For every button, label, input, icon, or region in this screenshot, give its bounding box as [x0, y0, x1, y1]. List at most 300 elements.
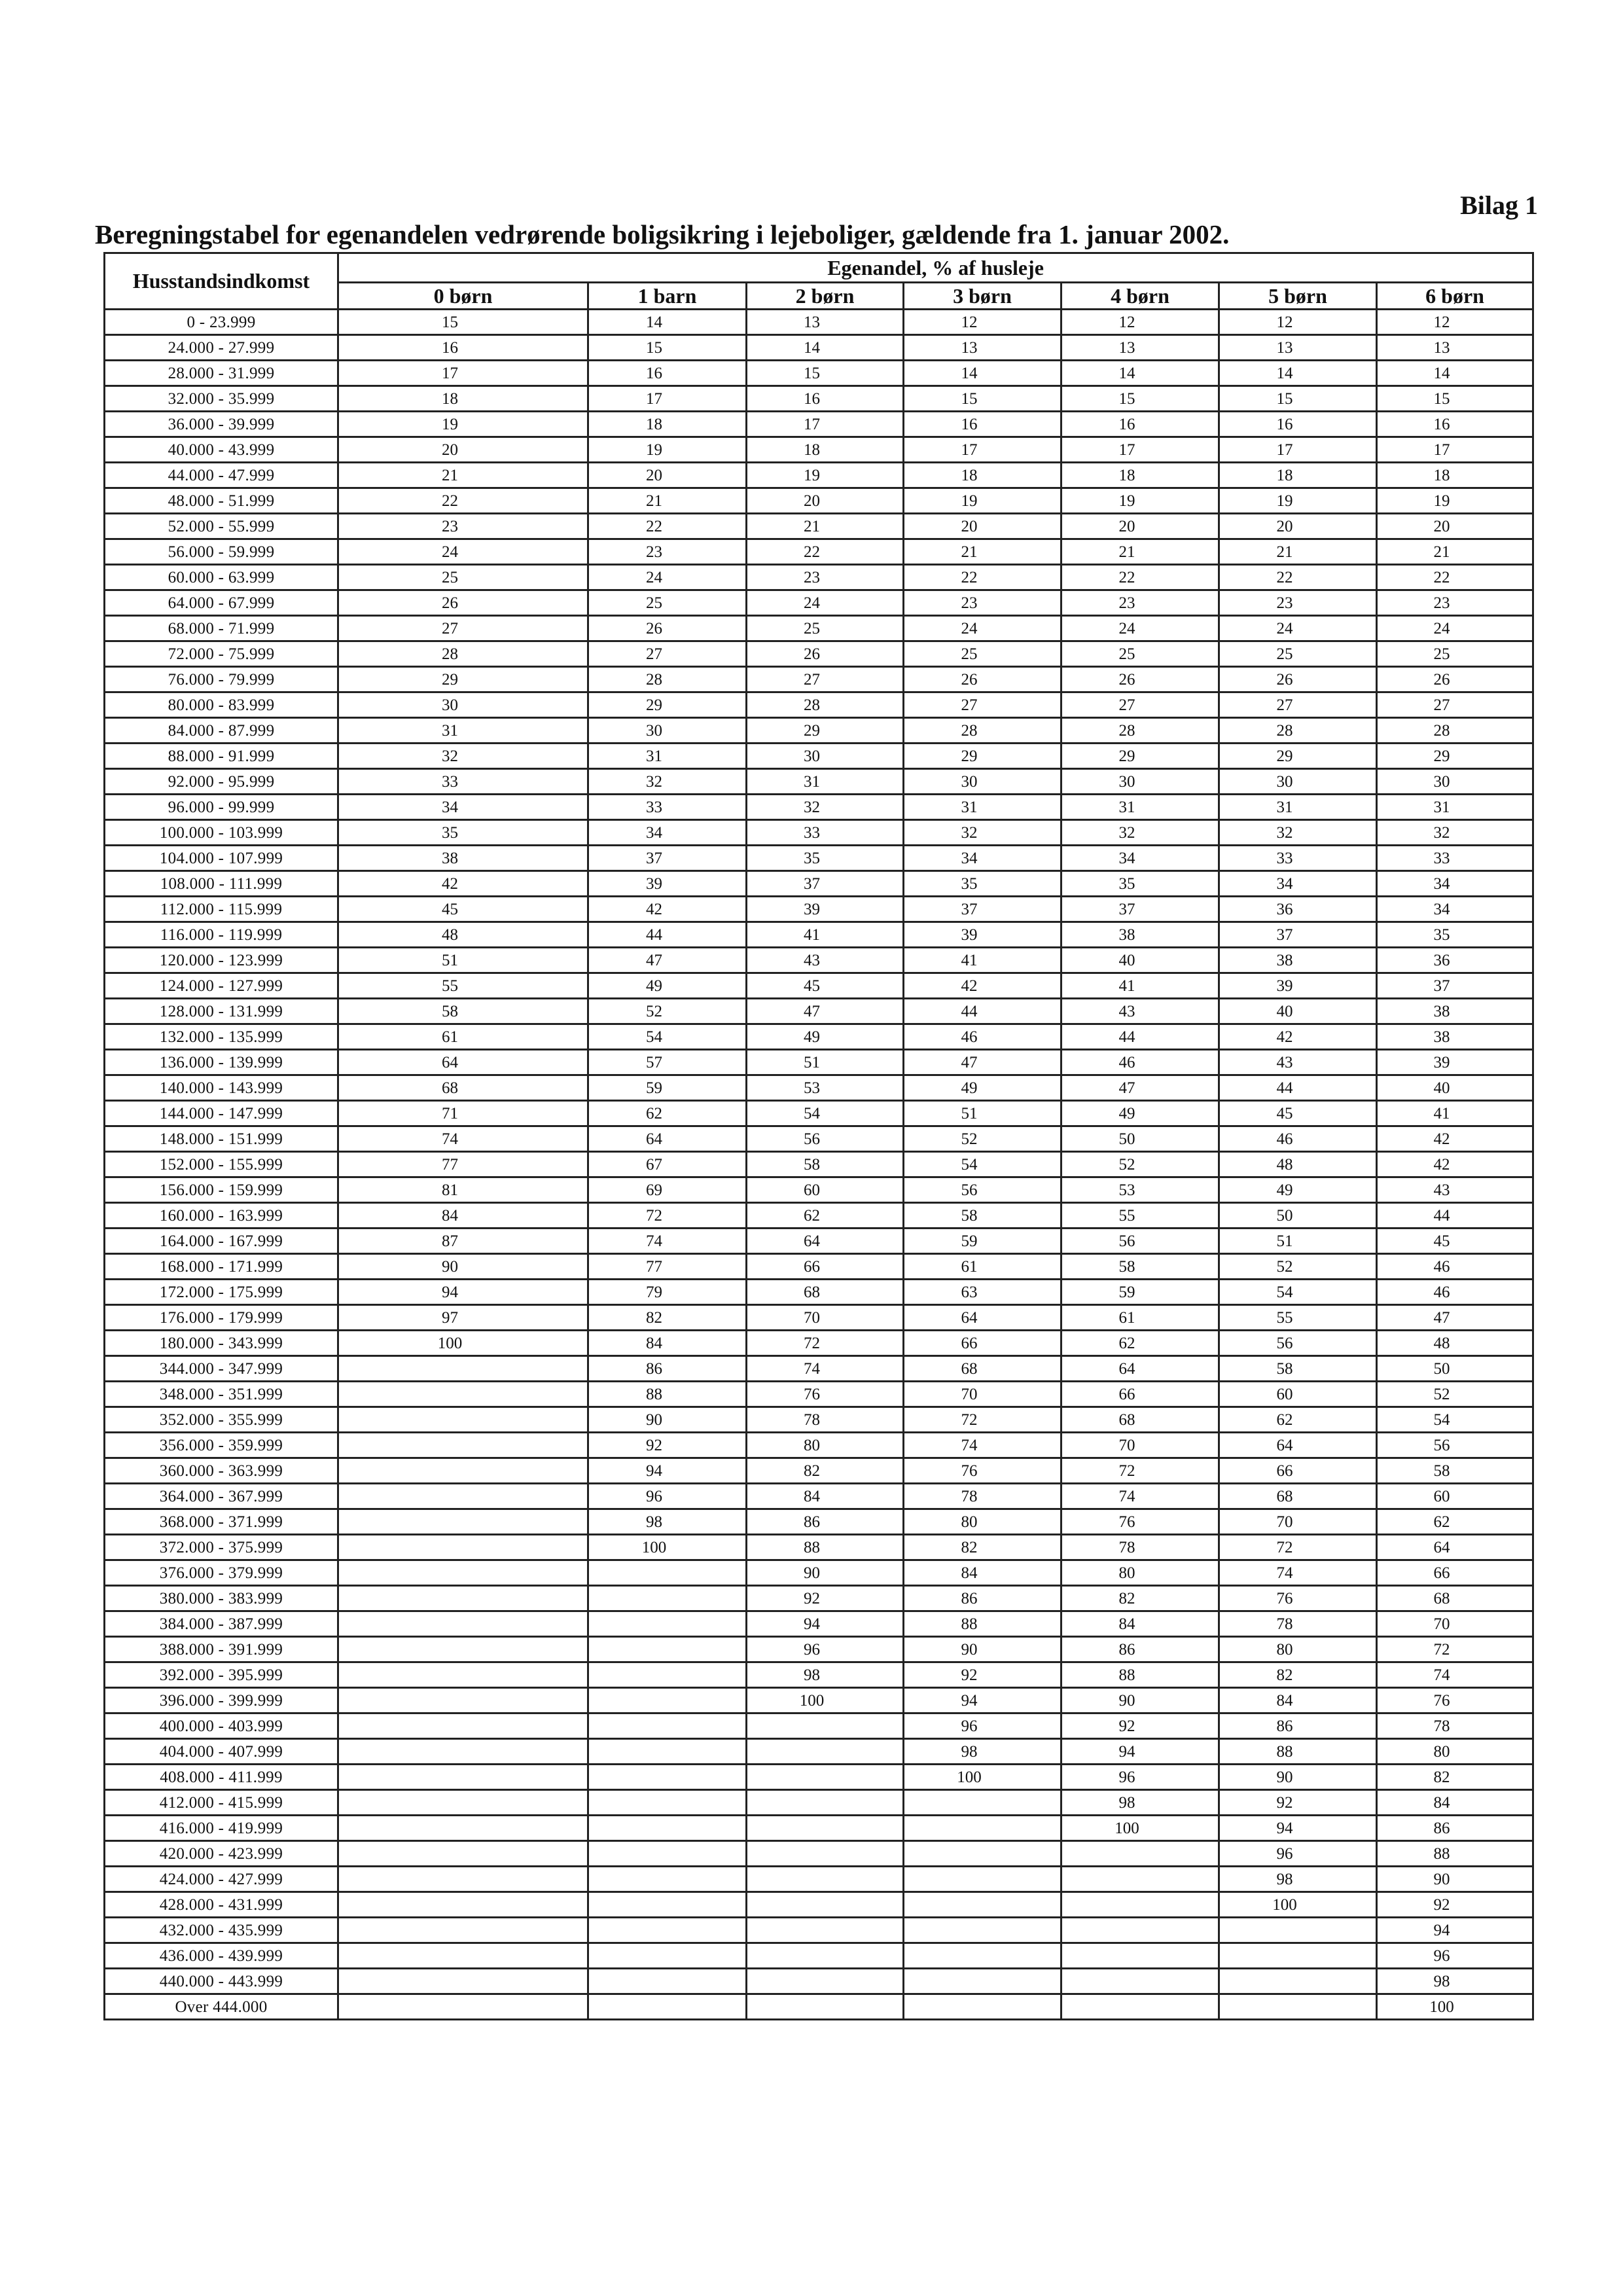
value-cell: 84	[588, 1331, 747, 1356]
value-cell: 47	[747, 999, 904, 1024]
value-cell: 45	[1377, 1229, 1533, 1254]
table-row	[105, 514, 1533, 539]
value-cell	[338, 1662, 588, 1688]
value-cell: 30	[1219, 769, 1377, 795]
value-cell: 20	[588, 463, 747, 488]
value-cell	[338, 1509, 588, 1535]
value-cell	[588, 1560, 747, 1586]
value-cell: 23	[1061, 590, 1219, 616]
value-cell: 19	[588, 437, 747, 463]
value-cell: 17	[904, 437, 1061, 463]
value-cell: 52	[904, 1126, 1061, 1152]
value-cell: 88	[904, 1611, 1061, 1637]
table-row	[105, 1816, 1533, 1841]
value-cell: 72	[1061, 1458, 1219, 1484]
value-cell	[1219, 1969, 1377, 1994]
value-cell: 20	[904, 514, 1061, 539]
value-cell: 97	[338, 1305, 588, 1331]
income-column-header: Husstandsindkomst	[105, 253, 338, 310]
income-cell: 380.000 - 383.999	[105, 1586, 338, 1611]
value-cell	[588, 1816, 747, 1841]
value-cell: 77	[338, 1152, 588, 1177]
value-cell: 74	[338, 1126, 588, 1152]
value-cell: 62	[747, 1203, 904, 1229]
value-cell: 60	[1219, 1382, 1377, 1407]
value-cell: 69	[588, 1177, 747, 1203]
table-row	[105, 1969, 1533, 1994]
value-cell: 76	[1377, 1688, 1533, 1713]
value-cell: 82	[1219, 1662, 1377, 1688]
value-cell: 44	[588, 922, 747, 948]
value-cell: 23	[1219, 590, 1377, 616]
value-cell: 25	[904, 641, 1061, 667]
income-cell: 412.000 - 415.999	[105, 1790, 338, 1816]
value-cell: 51	[747, 1050, 904, 1075]
value-cell: 24	[338, 539, 588, 565]
table-row	[105, 1433, 1533, 1458]
value-cell: 14	[747, 335, 904, 361]
value-cell: 48	[1219, 1152, 1377, 1177]
value-cell: 74	[1219, 1560, 1377, 1586]
value-cell: 64	[1219, 1433, 1377, 1458]
value-cell: 84	[338, 1203, 588, 1229]
table-row	[105, 1024, 1533, 1050]
value-cell: 59	[904, 1229, 1061, 1254]
table-row	[105, 1101, 1533, 1126]
value-cell: 19	[1219, 488, 1377, 514]
value-cell: 26	[747, 641, 904, 667]
value-cell: 20	[1219, 514, 1377, 539]
value-cell: 76	[904, 1458, 1061, 1484]
value-cell: 18	[1219, 463, 1377, 488]
value-cell: 67	[588, 1152, 747, 1177]
value-cell: 47	[904, 1050, 1061, 1075]
value-cell: 19	[747, 463, 904, 488]
value-cell	[338, 1637, 588, 1662]
value-cell: 43	[1061, 999, 1219, 1024]
income-cell: 112.000 - 115.999	[105, 897, 338, 922]
value-cell: 46	[1219, 1126, 1377, 1152]
value-cell: 68	[904, 1356, 1061, 1382]
value-cell: 45	[1219, 1101, 1377, 1126]
value-cell: 13	[904, 335, 1061, 361]
value-cell: 92	[747, 1586, 904, 1611]
table-row	[105, 1611, 1533, 1637]
table-row	[105, 999, 1533, 1024]
value-cell: 52	[1377, 1382, 1533, 1407]
value-cell: 16	[338, 335, 588, 361]
value-cell: 16	[747, 386, 904, 412]
value-cell: 39	[1377, 1050, 1533, 1075]
income-cell: 128.000 - 131.999	[105, 999, 338, 1024]
value-cell: 31	[1061, 795, 1219, 820]
table-row	[105, 744, 1533, 769]
value-cell: 64	[588, 1126, 747, 1152]
value-cell	[904, 1867, 1061, 1892]
value-cell: 24	[904, 616, 1061, 641]
value-cell: 80	[747, 1433, 904, 1458]
value-cell: 72	[1219, 1535, 1377, 1560]
income-cell: 96.000 - 99.999	[105, 795, 338, 820]
value-cell: 82	[1061, 1586, 1219, 1611]
table-row	[105, 1765, 1533, 1790]
income-cell: 120.000 - 123.999	[105, 948, 338, 973]
value-cell: 31	[588, 744, 747, 769]
value-cell: 94	[588, 1458, 747, 1484]
value-cell: 49	[747, 1024, 904, 1050]
value-cell: 54	[588, 1024, 747, 1050]
value-cell: 96	[1377, 1943, 1533, 1969]
value-cell: 44	[1219, 1075, 1377, 1101]
value-cell: 92	[904, 1662, 1061, 1688]
value-cell: 64	[904, 1305, 1061, 1331]
value-cell: 98	[747, 1662, 904, 1688]
value-cell: 56	[747, 1126, 904, 1152]
income-cell: 156.000 - 159.999	[105, 1177, 338, 1203]
value-cell: 50	[1219, 1203, 1377, 1229]
value-cell: 35	[1061, 871, 1219, 897]
value-cell: 28	[338, 641, 588, 667]
value-cell: 32	[338, 744, 588, 769]
value-cell: 14	[1377, 361, 1533, 386]
value-cell: 21	[904, 539, 1061, 565]
value-cell: 59	[1061, 1280, 1219, 1305]
value-cell: 18	[747, 437, 904, 463]
value-cell	[588, 1841, 747, 1867]
value-cell: 81	[338, 1177, 588, 1203]
value-cell	[588, 1943, 747, 1969]
value-cell: 58	[338, 999, 588, 1024]
income-cell: 64.000 - 67.999	[105, 590, 338, 616]
value-cell: 49	[588, 973, 747, 999]
value-cell	[588, 1867, 747, 1892]
value-cell	[747, 1892, 904, 1918]
value-cell: 86	[1061, 1637, 1219, 1662]
income-cell: 440.000 - 443.999	[105, 1969, 338, 1994]
value-cell: 61	[1061, 1305, 1219, 1331]
value-cell: 100	[338, 1331, 588, 1356]
value-cell: 70	[747, 1305, 904, 1331]
value-cell	[338, 1765, 588, 1790]
value-cell: 29	[904, 744, 1061, 769]
income-cell: 116.000 - 119.999	[105, 922, 338, 948]
value-cell: 52	[588, 999, 747, 1024]
value-cell: 36	[1377, 948, 1533, 973]
value-cell: 58	[1377, 1458, 1533, 1484]
value-cell: 94	[1219, 1816, 1377, 1841]
value-cell: 29	[1377, 744, 1533, 769]
value-cell: 37	[1377, 973, 1533, 999]
value-cell: 35	[338, 820, 588, 846]
value-cell: 50	[1061, 1126, 1219, 1152]
value-cell: 58	[1061, 1254, 1219, 1280]
value-cell: 15	[1219, 386, 1377, 412]
table-row	[105, 1713, 1533, 1739]
income-cell: 32.000 - 35.999	[105, 386, 338, 412]
value-cell: 56	[904, 1177, 1061, 1203]
value-cell: 58	[904, 1203, 1061, 1229]
value-cell	[588, 1765, 747, 1790]
value-cell: 66	[1061, 1382, 1219, 1407]
value-cell: 27	[1219, 692, 1377, 718]
value-cell: 31	[747, 769, 904, 795]
value-cell	[338, 1892, 588, 1918]
table-row	[105, 692, 1533, 718]
group-header: Egenandel, % af husleje	[338, 253, 1533, 283]
value-cell: 100	[588, 1535, 747, 1560]
table-row	[105, 463, 1533, 488]
value-cell: 80	[904, 1509, 1061, 1535]
value-cell: 96	[747, 1637, 904, 1662]
value-cell: 74	[747, 1356, 904, 1382]
value-cell	[588, 1586, 747, 1611]
value-cell: 44	[904, 999, 1061, 1024]
value-cell: 41	[747, 922, 904, 948]
value-cell: 68	[1377, 1586, 1533, 1611]
income-cell: 392.000 - 395.999	[105, 1662, 338, 1688]
table-row	[105, 1203, 1533, 1229]
value-cell: 64	[1377, 1535, 1533, 1560]
value-cell: 38	[1219, 948, 1377, 973]
value-cell	[588, 1739, 747, 1765]
value-cell	[588, 1918, 747, 1943]
table-row	[105, 1331, 1533, 1356]
value-cell: 61	[904, 1254, 1061, 1280]
value-cell: 43	[1219, 1050, 1377, 1075]
table-row	[105, 386, 1533, 412]
value-cell	[747, 1943, 904, 1969]
value-cell	[1061, 1994, 1219, 2020]
value-cell: 64	[1061, 1356, 1219, 1382]
value-cell: 68	[1061, 1407, 1219, 1433]
value-cell: 86	[904, 1586, 1061, 1611]
income-cell: 160.000 - 163.999	[105, 1203, 338, 1229]
value-cell: 30	[747, 744, 904, 769]
income-cell: 152.000 - 155.999	[105, 1152, 338, 1177]
value-cell: 74	[588, 1229, 747, 1254]
value-cell: 66	[1377, 1560, 1533, 1586]
value-cell: 90	[1219, 1765, 1377, 1790]
value-cell: 80	[1377, 1739, 1533, 1765]
value-cell: 68	[1219, 1484, 1377, 1509]
value-cell	[1061, 1892, 1219, 1918]
income-cell: 384.000 - 387.999	[105, 1611, 338, 1637]
table-row	[105, 590, 1533, 616]
value-cell: 24	[588, 565, 747, 590]
value-cell	[747, 1790, 904, 1816]
income-cell: 360.000 - 363.999	[105, 1458, 338, 1484]
table-row	[105, 1892, 1533, 1918]
value-cell: 22	[338, 488, 588, 514]
value-cell: 41	[1377, 1101, 1533, 1126]
table-row	[105, 641, 1533, 667]
value-cell: 90	[588, 1407, 747, 1433]
income-cell: 180.000 - 343.999	[105, 1331, 338, 1356]
table-row	[105, 1535, 1533, 1560]
page-label: Bilag 1	[1460, 190, 1538, 220]
value-cell: 70	[1219, 1509, 1377, 1535]
income-cell: 396.000 - 399.999	[105, 1688, 338, 1713]
value-cell: 84	[747, 1484, 904, 1509]
income-cell: 404.000 - 407.999	[105, 1739, 338, 1765]
value-cell: 59	[588, 1075, 747, 1101]
value-cell: 31	[338, 718, 588, 744]
value-cell: 42	[1377, 1126, 1533, 1152]
income-cell: 356.000 - 359.999	[105, 1433, 338, 1458]
value-cell: 31	[904, 795, 1061, 820]
value-cell: 16	[588, 361, 747, 386]
value-cell: 14	[1061, 361, 1219, 386]
value-cell: 38	[1061, 922, 1219, 948]
income-cell: 44.000 - 47.999	[105, 463, 338, 488]
value-cell	[338, 1586, 588, 1611]
value-cell: 16	[904, 412, 1061, 437]
value-cell: 20	[1377, 514, 1533, 539]
value-cell: 68	[747, 1280, 904, 1305]
table-row	[105, 488, 1533, 514]
value-cell: 74	[1061, 1484, 1219, 1509]
value-cell: 20	[338, 437, 588, 463]
value-cell: 94	[904, 1688, 1061, 1713]
value-cell: 12	[1061, 310, 1219, 335]
value-cell: 36	[1219, 897, 1377, 922]
income-cell: 48.000 - 51.999	[105, 488, 338, 514]
income-cell: 68.000 - 71.999	[105, 616, 338, 641]
value-cell: 25	[1377, 641, 1533, 667]
value-cell: 16	[1219, 412, 1377, 437]
value-cell	[588, 1994, 747, 2020]
value-cell: 23	[1377, 590, 1533, 616]
value-cell: 21	[747, 514, 904, 539]
value-cell: 98	[588, 1509, 747, 1535]
value-cell	[338, 1611, 588, 1637]
value-cell: 16	[1377, 412, 1533, 437]
value-cell: 98	[1061, 1790, 1219, 1816]
value-cell: 15	[747, 361, 904, 386]
value-cell: 30	[338, 692, 588, 718]
value-cell: 66	[1219, 1458, 1377, 1484]
value-cell	[747, 1739, 904, 1765]
value-cell: 42	[904, 973, 1061, 999]
value-cell: 32	[1377, 820, 1533, 846]
value-cell: 54	[904, 1152, 1061, 1177]
value-cell: 94	[747, 1611, 904, 1637]
column-header: 2 børn	[747, 283, 904, 310]
value-cell: 18	[1061, 463, 1219, 488]
rate-table	[103, 252, 1534, 2020]
table-row	[105, 1790, 1533, 1816]
value-cell: 27	[904, 692, 1061, 718]
value-cell: 34	[588, 820, 747, 846]
value-cell: 41	[904, 948, 1061, 973]
value-cell	[588, 1713, 747, 1739]
value-cell	[588, 1969, 747, 1994]
value-cell: 90	[904, 1637, 1061, 1662]
value-cell	[338, 1841, 588, 1867]
value-cell: 22	[747, 539, 904, 565]
value-cell: 62	[1219, 1407, 1377, 1433]
table-row	[105, 1943, 1533, 1969]
value-cell: 37	[1061, 897, 1219, 922]
value-cell: 74	[904, 1433, 1061, 1458]
value-cell: 13	[1219, 335, 1377, 361]
value-cell: 55	[1219, 1305, 1377, 1331]
income-cell: 124.000 - 127.999	[105, 973, 338, 999]
value-cell: 56	[1219, 1331, 1377, 1356]
value-cell: 46	[1377, 1254, 1533, 1280]
column-header: 1 barn	[588, 283, 747, 310]
value-cell: 13	[1061, 335, 1219, 361]
value-cell: 84	[1219, 1688, 1377, 1713]
income-cell: 408.000 - 411.999	[105, 1765, 338, 1790]
value-cell: 70	[1377, 1611, 1533, 1637]
value-cell: 86	[1219, 1713, 1377, 1739]
value-cell: 39	[904, 922, 1061, 948]
value-cell: 14	[1219, 361, 1377, 386]
page-title: Beregningstabel for egenandelen vedrørende boligsikring i lejeboliger, gældende fra 1. januar 2002.	[95, 219, 1230, 249]
value-cell: 86	[1377, 1816, 1533, 1841]
value-cell: 63	[904, 1280, 1061, 1305]
value-cell	[747, 1713, 904, 1739]
value-cell: 90	[1061, 1688, 1219, 1713]
value-cell: 86	[747, 1509, 904, 1535]
value-cell: 24	[747, 590, 904, 616]
value-cell: 98	[904, 1739, 1061, 1765]
value-cell: 96	[1219, 1841, 1377, 1867]
value-cell: 21	[1377, 539, 1533, 565]
value-cell: 33	[588, 795, 747, 820]
value-cell: 94	[338, 1280, 588, 1305]
value-cell: 18	[904, 463, 1061, 488]
income-cell: 376.000 - 379.999	[105, 1560, 338, 1586]
value-cell	[1061, 1969, 1219, 1994]
income-cell: 432.000 - 435.999	[105, 1918, 338, 1943]
income-cell: 108.000 - 111.999	[105, 871, 338, 897]
value-cell	[338, 1535, 588, 1560]
income-cell: 132.000 - 135.999	[105, 1024, 338, 1050]
value-cell	[338, 1943, 588, 1969]
income-cell: 140.000 - 143.999	[105, 1075, 338, 1101]
value-cell: 53	[1061, 1177, 1219, 1203]
value-cell: 46	[904, 1024, 1061, 1050]
table-row	[105, 1560, 1533, 1586]
value-cell: 27	[1377, 692, 1533, 718]
table-row	[105, 1586, 1533, 1611]
value-cell: 98	[1377, 1969, 1533, 1994]
value-cell: 24	[1377, 616, 1533, 641]
value-cell	[338, 1739, 588, 1765]
income-cell: 344.000 - 347.999	[105, 1356, 338, 1382]
value-cell	[747, 1918, 904, 1943]
value-cell: 27	[588, 641, 747, 667]
income-cell: 148.000 - 151.999	[105, 1126, 338, 1152]
value-cell: 53	[747, 1075, 904, 1101]
value-cell: 55	[1061, 1203, 1219, 1229]
value-cell: 29	[747, 718, 904, 744]
income-cell: 104.000 - 107.999	[105, 846, 338, 871]
table-row	[105, 1407, 1533, 1433]
value-cell: 46	[1061, 1050, 1219, 1075]
income-cell: 76.000 - 79.999	[105, 667, 338, 692]
table-row	[105, 1050, 1533, 1075]
income-cell: 92.000 - 95.999	[105, 769, 338, 795]
value-cell: 20	[1061, 514, 1219, 539]
income-cell: 56.000 - 59.999	[105, 539, 338, 565]
value-cell: 32	[1061, 820, 1219, 846]
value-cell: 20	[747, 488, 904, 514]
value-cell	[338, 1713, 588, 1739]
value-cell: 25	[747, 616, 904, 641]
